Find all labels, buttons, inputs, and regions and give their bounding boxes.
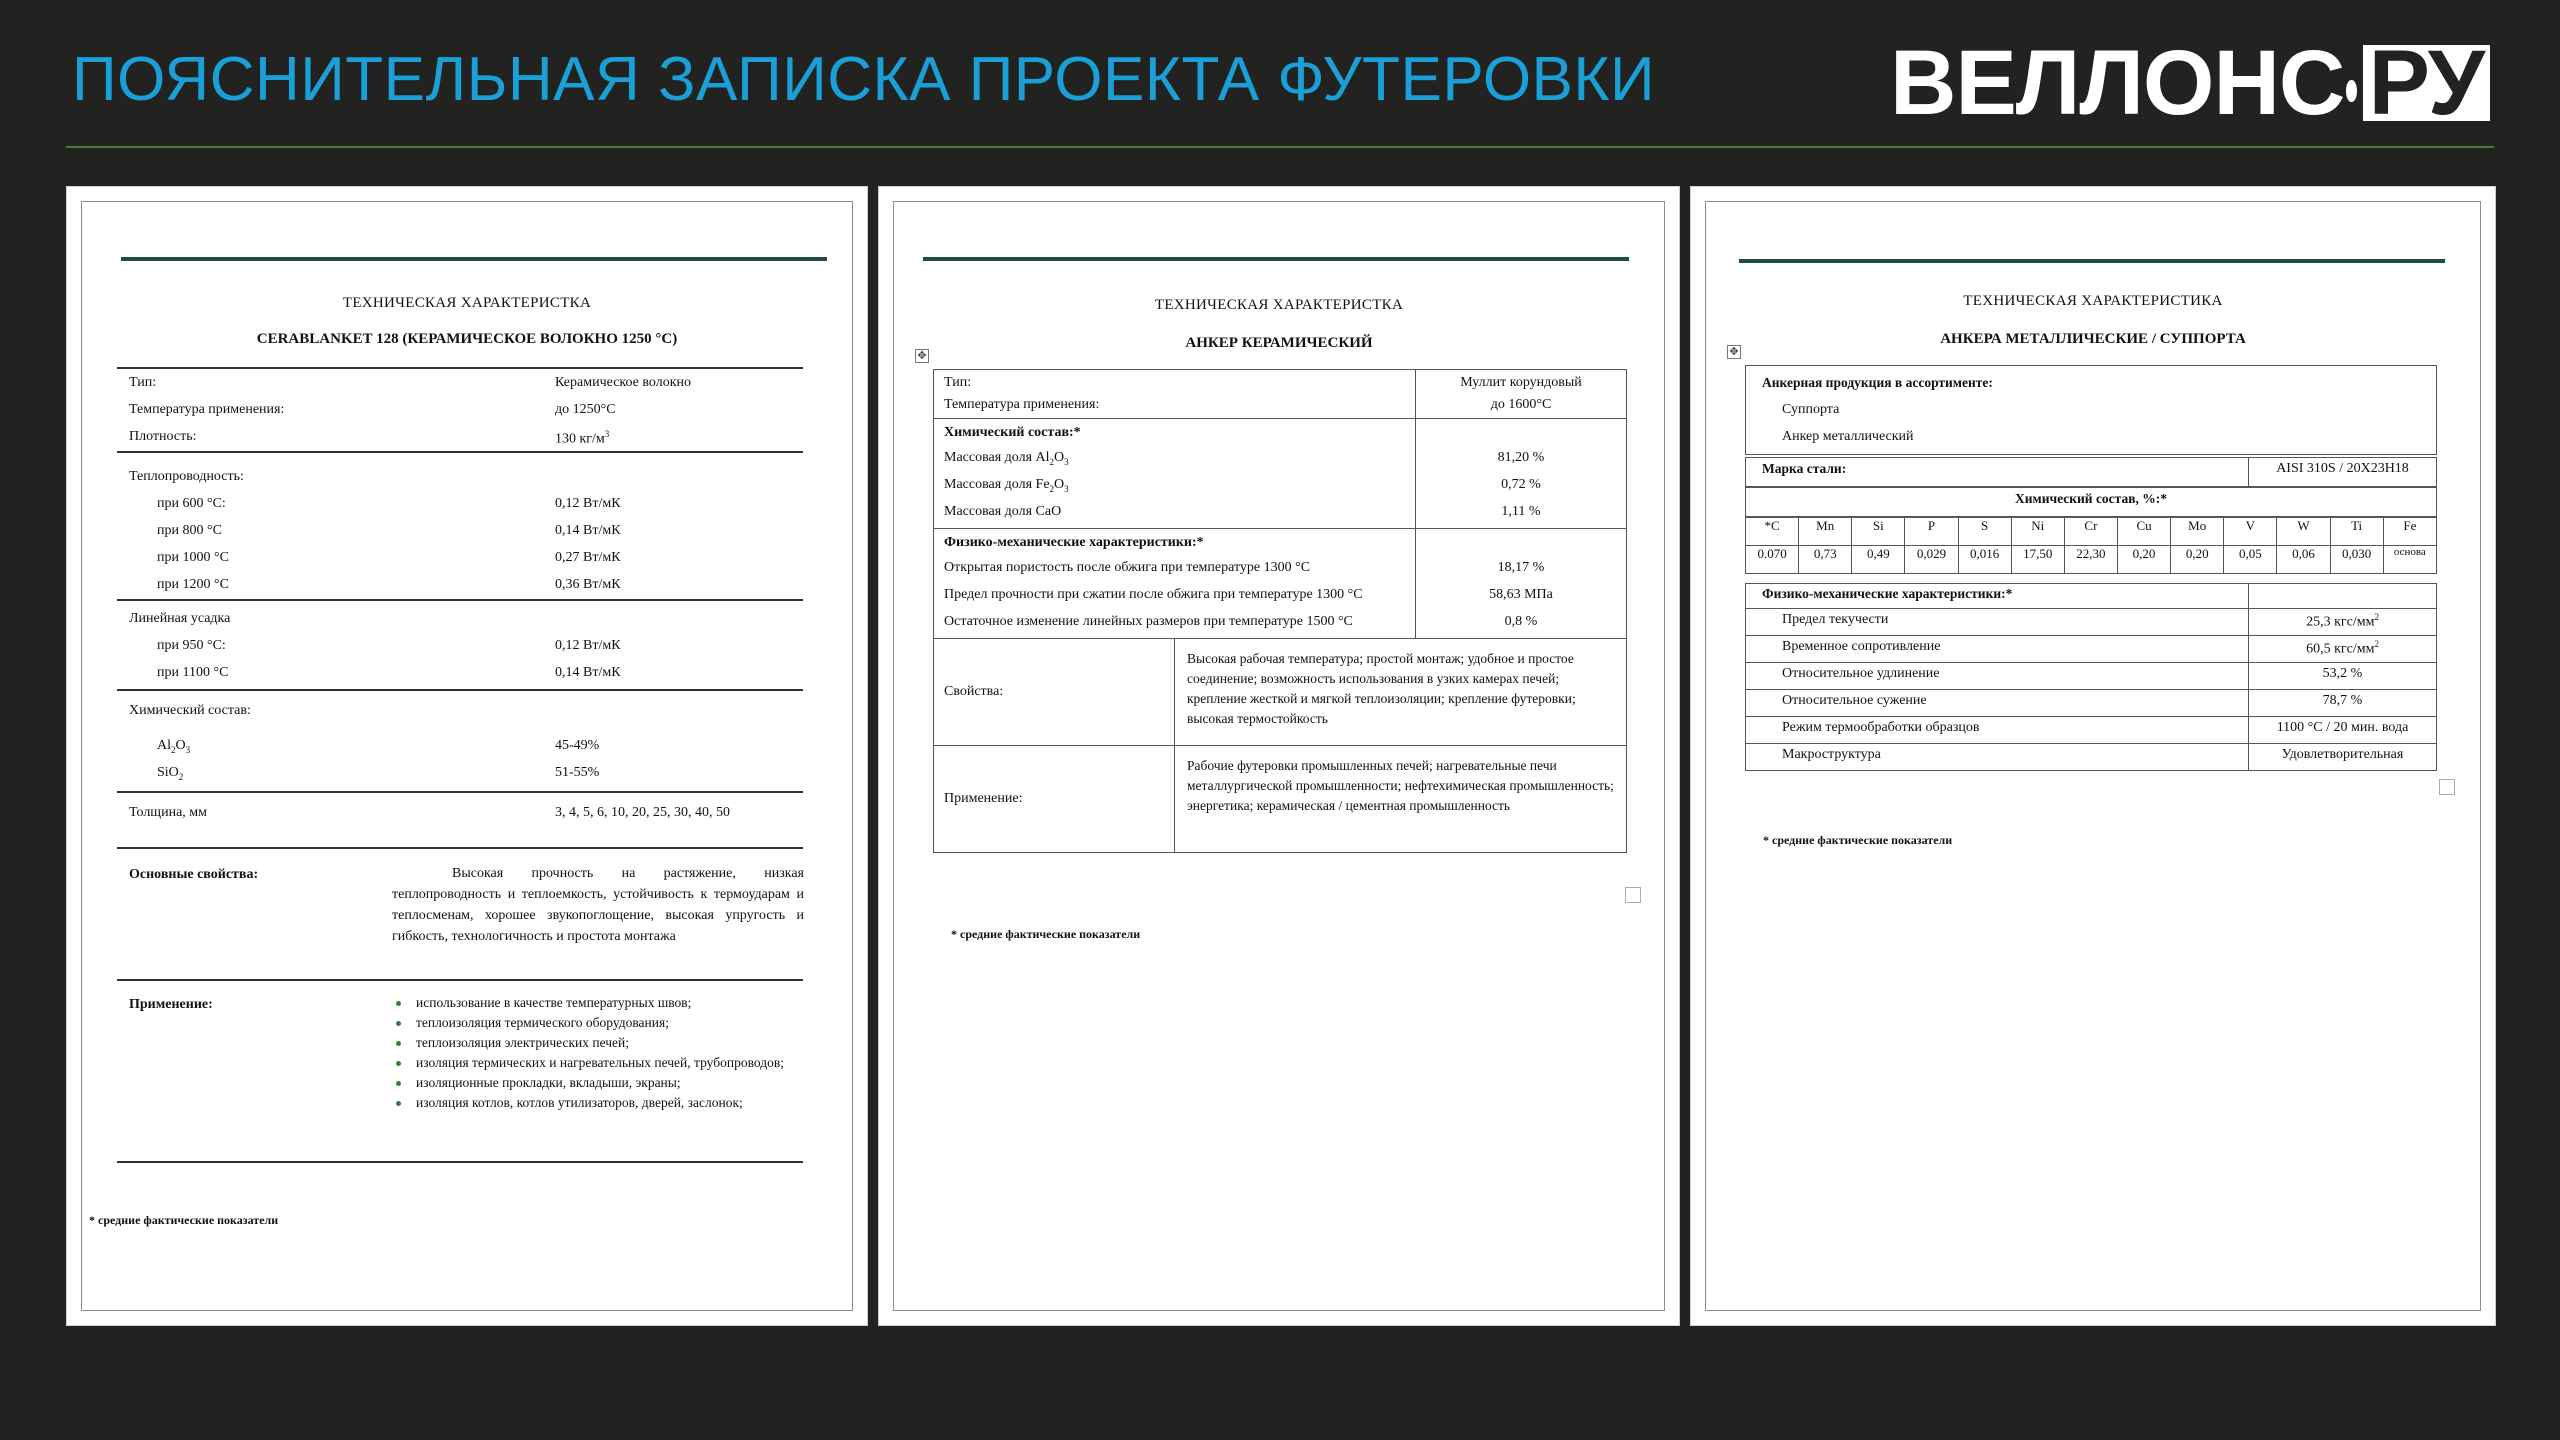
chem-value: 81,20 % [1497,450,1545,465]
table-header: Si [1852,518,1905,546]
spec-row [117,632,803,659]
spec-row [117,517,803,544]
spec-value: 3, 4, 5, 6, 10, 20, 25, 30, 40, 50 [555,805,730,820]
spec-row [117,463,803,490]
table-resize-handle-icon[interactable] [1625,887,1641,903]
table-cell: 0,20 [2171,546,2224,574]
table-divider [117,451,803,453]
table-row [1746,458,2437,487]
table-row [1746,717,2437,744]
footnote: * средние фактические показатели [89,1213,279,1227]
logo-dot-icon [2346,80,2356,102]
properties-label: Свойства: [934,639,1175,746]
table-header: *С [1746,518,1799,546]
spec-row [117,544,803,571]
spec-label: Температура применения: [129,402,285,417]
properties-text: Высокая рабочая температура; простой монтаж; удобное и простое соединение; возможность использования в узких камерах печей; крепление жесткой и мягкой теплоизоляции; крепление футеровки; высокая термостойкость [1175,639,1627,746]
table-divider [117,979,803,981]
section-header: Химический состав, %:* [1746,488,2437,517]
spec-label: при 600 °С: [157,496,226,511]
table-row [1746,744,2437,771]
spec-value: 0,14 Вт/мК [555,523,621,538]
table-cell: 0,49 [1852,546,1905,574]
spec-value: 0,12 Вт/мК [555,496,621,511]
spec-row [117,396,803,423]
list-item: изоляция термических и нагревательных печей, трубопроводов; [416,1053,828,1073]
spec-row [117,571,803,598]
list-item: Анкер металлический [1782,429,1914,444]
spec-value: до 1600°С [1490,397,1552,412]
spec-value: 0,14 Вт/мК [555,665,621,680]
table-header: S [1958,518,2011,546]
table-cell: 0.070 [1746,546,1799,574]
spec-value: 130 $кг/м^3$ [555,429,610,447]
table-divider [117,847,803,849]
document-page-3 [1690,186,2496,1326]
table-divider [117,599,803,601]
properties-text: Высокая прочность на растяжение, низкая теплопроводность и теплоемкость, устойчивость к термоударам и теплосменам, хорошее звукопоглощение, высокая упругость и гибкость, технологичность и простота монтажа [392,866,804,944]
chem-value: 1,11 % [1501,504,1541,519]
doc-title: CERABLANKET 128 (КЕРАМИЧЕСКОЕ ВОЛОКНО 1250 °С) [256,331,678,347]
spec-label: Толщина, мм [129,805,207,820]
table-cell: 0,73 [1799,546,1852,574]
doc-title: АНКЕРА МЕТАЛЛИЧЕСКИЕ / СУППОРТА [1940,331,2246,347]
steel-label: Марка стали: [1746,458,2249,487]
chem-header-table [1745,487,2437,517]
spec-label: Температура применения: [944,397,1100,412]
list-item: теплоизоляция электрических печей; [416,1033,828,1053]
table-row [1746,690,2437,717]
spec-label: при 800 °С [157,523,222,538]
spec-row [117,423,803,450]
spec-value: 45-49% [555,738,600,753]
basic-specs [117,369,803,450]
table-cell: 0,030 [2330,546,2383,574]
application-list [392,993,828,1113]
page-header-rule [121,257,827,261]
table-row [1746,636,2437,663]
spec-row [117,799,803,826]
page-header-rule [1739,259,2445,263]
phys-label: Макроструктура [1746,744,2249,771]
table-divider [117,689,803,691]
spec-row [117,490,803,517]
phys-value: 58,63 МПа [1489,587,1553,602]
phys-value: 60,5 кгс/$мм^2$ [2249,636,2437,663]
table-header: Cu [2117,518,2170,546]
spec-row [117,724,803,732]
spec-label: Теплопроводность: [129,469,244,484]
phys-label: Относительное удлинение [1746,663,2249,690]
table-header: Ti [2330,518,2383,546]
spec-label: при 1200 °С [157,577,229,592]
spec-value: Керамическое волокно [555,375,691,390]
spec-label: при 1100 °С [157,665,229,680]
spec-value: Муллит корундовый [1460,375,1582,390]
table-row [934,529,1627,639]
table-header: P [1905,518,1958,546]
spec-row [117,732,803,759]
list-item: изоляционные прокладки, вкладыши, экраны; [416,1073,828,1093]
table-row [934,639,1627,746]
table-cell: 22,30 [2064,546,2117,574]
formula-sio2: SiO$_2$ [157,765,184,782]
chem-label: Массовая доля $Al_2O_3$ [944,450,1069,467]
spec-row [117,605,803,632]
spec-value: 0,36 Вт/мК [555,577,621,592]
properties-label: Основные свойства: [129,867,259,882]
phys-value: 78,7 % [2249,690,2437,717]
doc-caption: ТЕХНИЧЕСКАЯ ХАРАКТЕРИСТКА [342,295,592,311]
table-row [1746,546,2437,574]
table-row [1746,488,2437,517]
phys-table [1745,583,2437,771]
table-divider [117,791,803,793]
spec-label: при 1000 °С [157,550,229,565]
table-header: Mn [1799,518,1852,546]
list-item: изоляция котлов, котлов утилизаторов, дверей, заслонок; [416,1093,828,1113]
table-row [934,746,1627,853]
steel-table [1745,457,2437,487]
table-row [1746,366,2437,455]
spec-row [117,369,803,396]
table-row [1746,609,2437,636]
table-header: Cr [2064,518,2117,546]
spec-row [117,759,803,786]
document-page-2 [878,186,1680,1326]
table-header: Mo [2171,518,2224,546]
header-divider [66,146,2494,148]
spec-value: до 1250°С [555,402,616,417]
section-header: Химический состав:* [944,425,1081,440]
phys-label: Режим термообработки образцов [1746,717,2249,744]
chem-table [1745,517,2437,574]
application-label: Применение: [129,997,213,1012]
list-item: теплоизоляция термического оборудования; [416,1013,828,1033]
table-cell: 0,05 [2224,546,2277,574]
chem-value: 0,72 % [1501,477,1541,492]
spec-row [117,697,803,724]
table-resize-handle-icon[interactable] [2439,779,2455,795]
phys-value: 53,2 % [2249,663,2437,690]
section-header: Физико-механические характеристики:* [944,535,1204,550]
phys-value: 1100 °С / 20 мин. вода [2249,717,2437,744]
table-header: Fe [2383,518,2436,546]
doc-title: АНКЕР КЕРАМИЧЕСКИЙ [1185,335,1373,351]
brand-logo [1890,31,2490,134]
table-header: V [2224,518,2277,546]
chem-label: Массовая доля CaO [944,504,1062,519]
assortment-table [1745,365,2437,455]
phys-value: 25,3 кгс/$мм^2$ [2249,609,2437,636]
chemistry-block [117,697,803,786]
table-row [1746,663,2437,690]
phys-label: Временное сопротивление [1746,636,2249,663]
steel-value: AISI 310S / 20Х23Н18 [2249,458,2437,487]
spec-label: Линейная усадка [129,611,231,626]
page-header-rule [923,257,1629,261]
phys-label: Открытая пористость после обжига при температуре 1300 °С [944,560,1311,575]
spec-label: Тип: [129,375,157,390]
table-move-handle-icon[interactable]: ✥ [915,349,929,363]
table-divider [117,1161,803,1163]
conductivity-block [117,463,803,598]
phys-label: Предел текучести [1746,609,2249,636]
footnote: * средние фактические показатели [951,927,1141,941]
phys-value: 0,8 % [1504,614,1538,629]
spec-label: Плотность: [129,429,197,444]
spec-value: 51-55% [555,765,600,780]
spec-row [117,659,803,686]
spec-value: 0,12 Вт/мК [555,638,621,653]
table-row [934,370,1627,419]
spec-value: 0,27 Вт/мК [555,550,621,565]
table-cell: 0,029 [1905,546,1958,574]
table-cell: основа [2383,546,2436,574]
chem-label: Массовая доля $Fe_2O_3$ [944,477,1069,494]
table-row [1746,584,2437,609]
phys-label: Предел прочности при сжатии после обжига при температуре 1300 °С [944,587,1363,602]
thickness-block [117,799,803,826]
list-item: Суппорта [1782,402,1840,417]
doc-caption: ТЕХНИЧЕСКАЯ ХАРАКТЕРИСТИКА [1963,293,2223,309]
spec-table [933,369,1627,853]
table-cell: 0,016 [1958,546,2011,574]
list-item: использование в качестве температурных швов; [416,993,828,1013]
table-move-handle-icon[interactable]: ✥ [1727,345,1741,359]
section-header: Физико-механические характеристики:* [1746,584,2249,609]
spec-label: при 950 °С: [157,638,226,653]
formula-al2o3: $Al_2O_3$ [157,738,191,755]
logo-text: ВЕЛЛОНС [1890,31,2345,134]
application-label: Применение: [934,746,1175,853]
phys-label: Относительное сужение [1746,690,2249,717]
footnote: * средние фактические показатели [1763,833,1953,847]
shrinkage-block [117,605,803,686]
application-text: Рабочие футеровки промышленных печей; нагревательные печи металлургической промышленности; нефтехимическая промышленность; энергетика; керамическая / цементная промышленность [1175,746,1627,853]
phys-value: Удовлетворительная [2249,744,2437,771]
spec-label: Тип: [944,375,972,390]
phys-value: 18,17 % [1497,560,1545,575]
page-title: ПОЯСНИТЕЛЬНАЯ ЗАПИСКА ПРОЕКТА ФУТЕРОВКИ [72,45,1656,114]
spec-label: Химический состав: [129,703,251,718]
table-cell: 0,20 [2117,546,2170,574]
table-cell: 17,50 [2011,546,2064,574]
table-header: Ni [2011,518,2064,546]
table-row [1746,518,2437,546]
table-row [934,419,1627,529]
table-cell: 0,06 [2277,546,2330,574]
table-header: W [2277,518,2330,546]
section-header: Анкерная продукция в ассортименте: [1762,375,1993,390]
document-page-1 [66,186,868,1326]
phys-label: Остаточное изменение линейных размеров при температуре 1500 °С [944,614,1353,629]
logo-suffix: РУ [2363,45,2490,121]
doc-caption: ТЕХНИЧЕСКАЯ ХАРАКТЕРИСТКА [1154,297,1404,313]
